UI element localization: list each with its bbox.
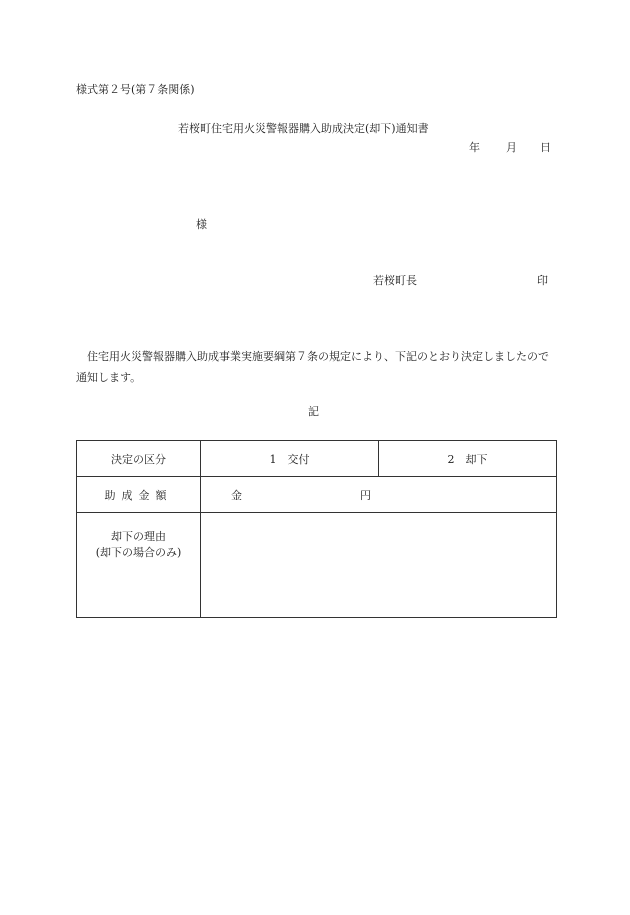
amount-prefix: 金 — [231, 488, 242, 502]
reason-label-line2: (却下の場合のみ) — [95, 546, 182, 559]
seal-mark: 印 — [537, 274, 548, 287]
decision-table — [76, 440, 557, 618]
form-number: 様式第２号(第７条関係) — [76, 83, 195, 96]
date-day-label: 日 — [540, 141, 551, 154]
decision-row — [77, 441, 557, 477]
option-grant: 1 交付 — [201, 441, 379, 477]
date-month-label: 月 — [506, 141, 517, 154]
reason-label — [77, 513, 201, 618]
issuer-name: 若桜町長 — [373, 274, 417, 287]
amount-cell — [201, 477, 557, 513]
reason-row — [77, 513, 557, 618]
amount-label: 助成金額 — [77, 477, 201, 513]
amount-suffix: 円 — [360, 488, 371, 502]
amount-row — [77, 477, 557, 513]
note-heading: 記 — [308, 405, 319, 418]
document-title: 若桜町住宅用火災警報器購入助成決定(却下)通知書 — [178, 122, 429, 135]
option-reject: 2 却下 — [379, 441, 557, 477]
date-year-label: 年 — [469, 141, 480, 154]
decision-label: 決定の区分 — [77, 441, 201, 477]
reason-field — [201, 513, 557, 618]
reason-label-line1: 却下の理由 — [111, 530, 166, 543]
body-paragraph: 住宅用火災警報器購入助成事業実施要綱第７条の規定により、下記のとおり決定しましたので通知します。 — [76, 350, 549, 384]
recipient-honorific: 様 — [196, 218, 207, 231]
